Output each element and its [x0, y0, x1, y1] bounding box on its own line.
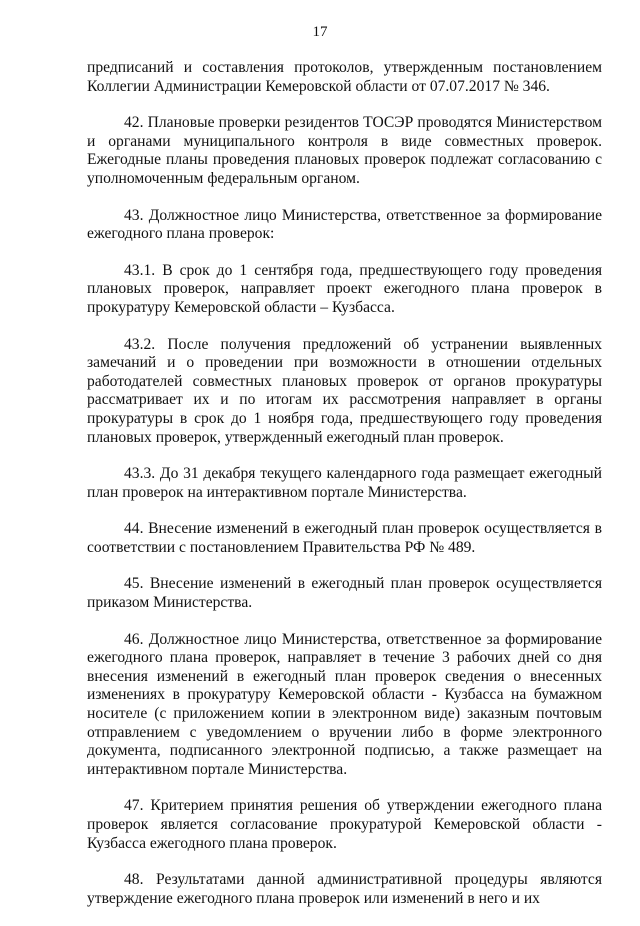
paragraph-43-1: 43.1. В срок до 1 сентября года, предшествующего году проведения плановых проверок, направляет проект ежегодного плана проверок в прокуратуру Кемеровской области – Кузбасса.	[87, 261, 602, 316]
document-body	[87, 59, 602, 926]
paragraph-continuation: предписаний и составления протоколов, утвержденным постановлением Коллегии Администрации Кемеровской области от 07.07.2017 № 346.	[87, 59, 602, 95]
paragraph-46: 46. Должностное лицо Министерства, ответственное за формирование ежегодного плана проверок, направляет в течение 3 рабочих дней со дня внесения изменений в ежегодный план проверок сведения о внесенных изменениях в прокуратуру Кемеровской области - Кузбасса на бумажном носителе (с приложением копии в электронном виде) заказным почтовым отправлением с уведомлением о вручении либо в форме электронного документа, подписанного электронной подписью, а также размещает на интерактивном портале Министерства.	[87, 630, 602, 778]
paragraph-42: 42. Плановые проверки резидентов ТОСЭР проводятся Министерством и органами муниципального контроля в виде совместных проверок. Ежегодные планы проведения плановых проверок подлежат согласованию с уполномоченным федеральным органом.	[87, 114, 602, 187]
paragraph-45: 45. Внесение изменений в ежегодный план проверок осуществляется приказом Министерства.	[87, 575, 602, 612]
page-number: 17	[312, 24, 328, 40]
paragraph-43-2: 43.2. После получения предложений об устранении выявленных замечаний и о проведении при возможности в отношении отдельных работодателей совместных плановых проверок от органов прокуратуры рассматривает их и по итогам их рассмотрения направляет в органы прокуратуры в срок до 1 ноября года, предшествующего году проведения плановых проверок, утвержденный ежегодный план проверок.	[87, 335, 602, 446]
paragraph-43-3: 43.3. До 31 декабря текущего календарного года размещает ежегодный план проверок на интерактивном портале Министерства.	[87, 465, 602, 501]
paragraph-43: 43. Должностное лицо Министерства, ответственное за формирование ежегодного плана проверок:	[87, 206, 602, 243]
paragraph-47: 47. Критерием принятия решения об утверждении ежегодного плана проверок является согласование прокуратурой Кемеровской области - Кузбасса ежегодного плана проверок.	[87, 797, 602, 852]
paragraph-44: 44. Внесение изменений в ежегодный план проверок осуществляется в соответствии с постановлением Правительства РФ № 489.	[87, 520, 602, 556]
paragraph-48: 48. Результатами данной административной процедуры являются утверждение ежегодного плана проверок или изменений в него и их	[87, 871, 602, 907]
